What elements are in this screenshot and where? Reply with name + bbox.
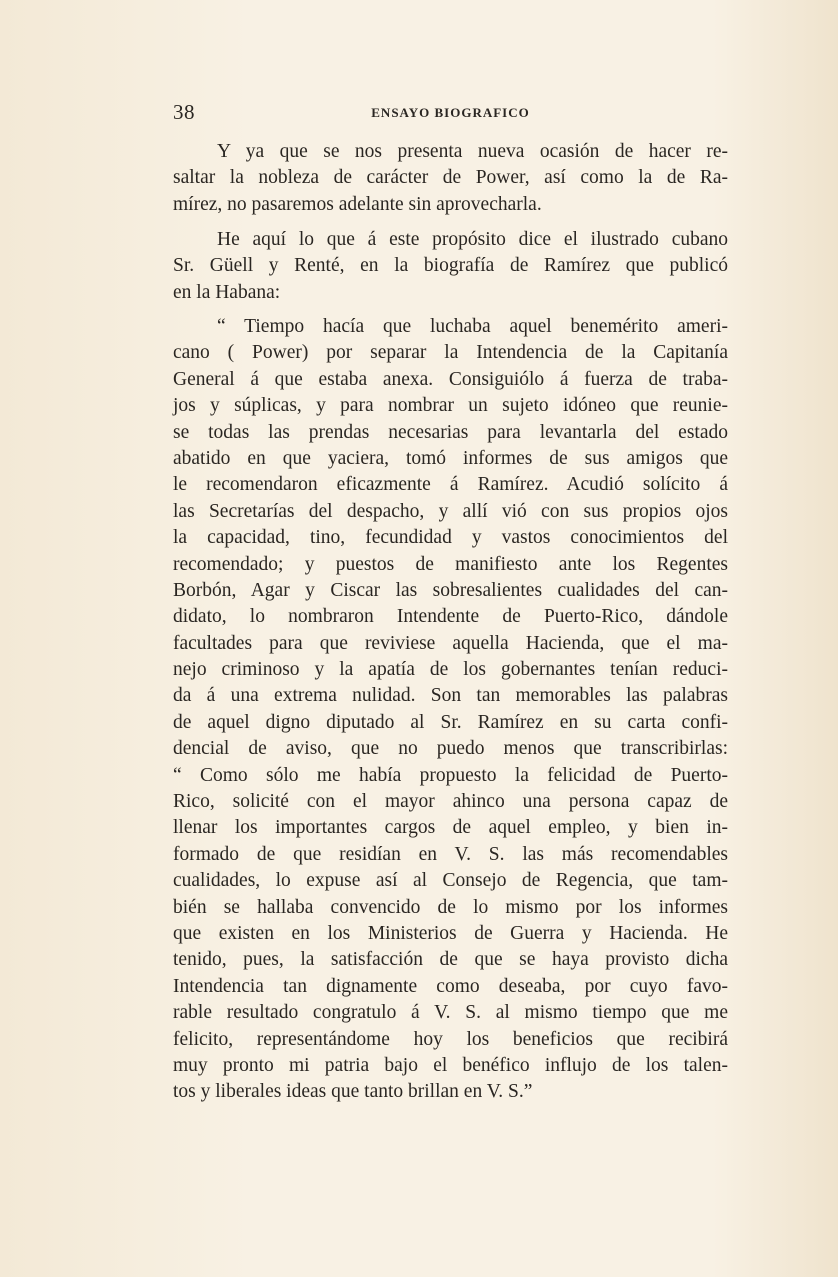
text-line: muy pronto mi patria bajo el benéfico influjo de los talen- (173, 1054, 728, 1076)
page-header (173, 100, 728, 124)
paragraph-1 (173, 139, 728, 218)
text-line: formado de que residían en V. S. las más recomendables (173, 843, 728, 865)
text-line: llenar los importantes cargos de aquel empleo, y bien in- (173, 817, 728, 839)
page-number: 38 (173, 100, 195, 124)
text-line: bién se hallaba convencido de lo mismo por los informes (173, 896, 728, 918)
text-line: le recomendaron eficazmente á Ramírez. Acudió solícito á (173, 474, 728, 496)
text-line: recomendado; y puestos de manifiesto ante los Regentes (173, 553, 728, 575)
text-line: se todas las prendas necesarias para levantarla del estado (173, 421, 728, 443)
text-line: didato, lo nombraron Intendente de Puerto-Rico, dándole (173, 606, 728, 628)
text-line: felicito, representándome hoy los beneficios que recibirá (173, 1028, 728, 1050)
text-line: abatido en que yaciera, tomó informes de sus amigos que (173, 447, 728, 469)
text-line: nejo criminoso y la apatía de los gobernantes tenían reduci- (173, 659, 728, 681)
text-line: la capacidad, tino, fecundidad y vastos conocimientos del (173, 527, 728, 549)
text-line: dencial de aviso, que no puedo menos que transcribirlas: (173, 738, 728, 760)
text-line: da á una extrema nulidad. Son tan memorables las palabras (173, 685, 728, 707)
text-line: tos y liberales ideas que tanto brillan en V. S.” (173, 1081, 533, 1103)
text-line: Y ya que se nos presenta nueva ocasión de hacer re- (217, 141, 728, 162)
text-line: saltar la nobleza de carácter de Power, así como la de Ra- (173, 167, 728, 189)
text-line: que existen en los Ministerios de Guerra y Hacienda. He (173, 922, 728, 944)
text-line: Intendencia tan dignamente como deseaba, por cuyo favo- (173, 975, 728, 997)
text-line: en la Habana: (173, 281, 281, 303)
text-line: Sr. Güell y Renté, en la biografía de Ramírez que publicó (173, 255, 728, 277)
text-line: de aquel digno diputado al Sr. Ramírez en su carta confi- (173, 711, 728, 733)
text-line: Borbón, Agar y Ciscar las sobresalientes cualidades del can- (173, 579, 728, 601)
running-head: ENSAYO BIOGRAFICO (371, 105, 530, 120)
text-line: las Secretarías del despacho, y allí vió con sus propios ojos (173, 500, 728, 522)
quotation-paragraph (173, 314, 728, 1106)
text-line: “ Tiempo hacía que luchaba aquel benemérito ameri- (217, 316, 728, 337)
text-line: jos y súplicas, y para nombrar un sujeto idóneo que reunie- (173, 395, 728, 417)
text-line: mírez, no pasaremos adelante sin aprovecharla. (173, 193, 542, 215)
paragraph-2 (173, 227, 728, 306)
text-line: rable resultado congratulo á V. S. al mismo tiempo que me (173, 1002, 728, 1024)
text-line: tenido, pues, la satisfacción de que se haya provisto dicha (173, 949, 728, 971)
text-line: “ Como sólo me había propuesto la felicidad de Puerto- (173, 764, 728, 786)
text-line: cualidades, lo expuse así al Consejo de Regencia, que tam- (173, 870, 728, 892)
text-line: cano ( Power) por separar la Intendencia de la Capitanía (173, 342, 728, 364)
text-line: He aquí lo que á este propósito dice el ilustrado cubano (217, 229, 728, 250)
text-line: Rico, solicité con el mayor ahinco una persona capaz de (173, 791, 728, 813)
text-line: General á que estaba anexa. Consiguiólo á fuerza de traba- (173, 368, 728, 390)
text-line: facultades para que reviviese aquella Hacienda, que el ma- (173, 632, 728, 654)
